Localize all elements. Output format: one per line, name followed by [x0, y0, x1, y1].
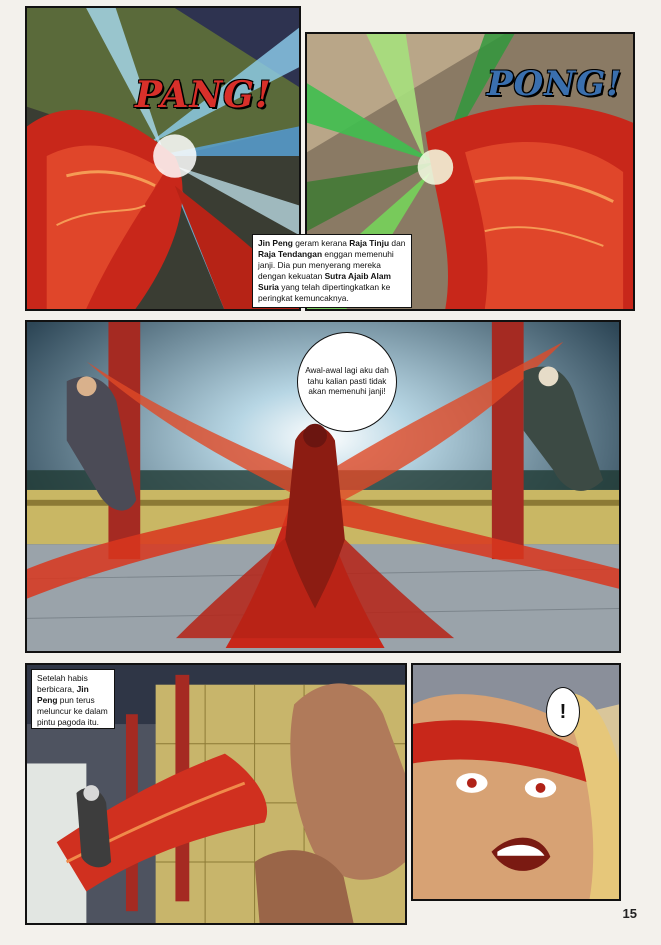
caption-text-1: geram kerana — [292, 238, 350, 248]
narration-caption-bottom — [31, 669, 115, 729]
caption-name-sutra: Sutra Ajaib Alam Suria — [258, 271, 391, 292]
caption-text-2: dan — [389, 238, 406, 248]
caption-text-5: Setelah habis berbicara, — [37, 673, 88, 694]
caption-text-4: yang telah dipertingkatkan ke peringkat kemuncaknya. — [258, 282, 391, 303]
sfx-pong: PONG! — [487, 64, 623, 104]
panel-pong-impact — [258, 32, 635, 311]
narration-caption-top — [252, 234, 412, 308]
caption-name-raja-tendangan: Raja Tendangan — [258, 249, 323, 259]
exclaim-text: ! — [559, 700, 567, 723]
caption-text-3: enggan memenuhi janji. Dia pun menyerang mereka dengan kekuatan — [258, 249, 394, 281]
speech-text: Awal-awal lagi aku dah tahu kalian pasti tidak akan memenuhi janji! — [305, 366, 389, 397]
speech-bubble-jin-peng — [297, 332, 397, 432]
caption-name-jin-peng-2: Jin Peng — [37, 684, 89, 705]
panel-shocked-face — [411, 663, 621, 901]
panel-pagoda-entry — [25, 663, 407, 925]
caption-name-jin-peng: Jin Peng — [258, 238, 293, 248]
sfx-pang: PANG! — [135, 74, 272, 116]
speech-bubble-exclaim — [546, 687, 580, 737]
caption-text-6: pun terus meluncur ke dalam pintu pagoda itu. — [37, 695, 108, 727]
caption-name-raja-tinju: Raja Tinju — [349, 238, 390, 248]
panel-energy-burst — [25, 320, 621, 653]
face-closeup-art — [413, 665, 619, 899]
page-number: 15 — [622, 906, 637, 921]
